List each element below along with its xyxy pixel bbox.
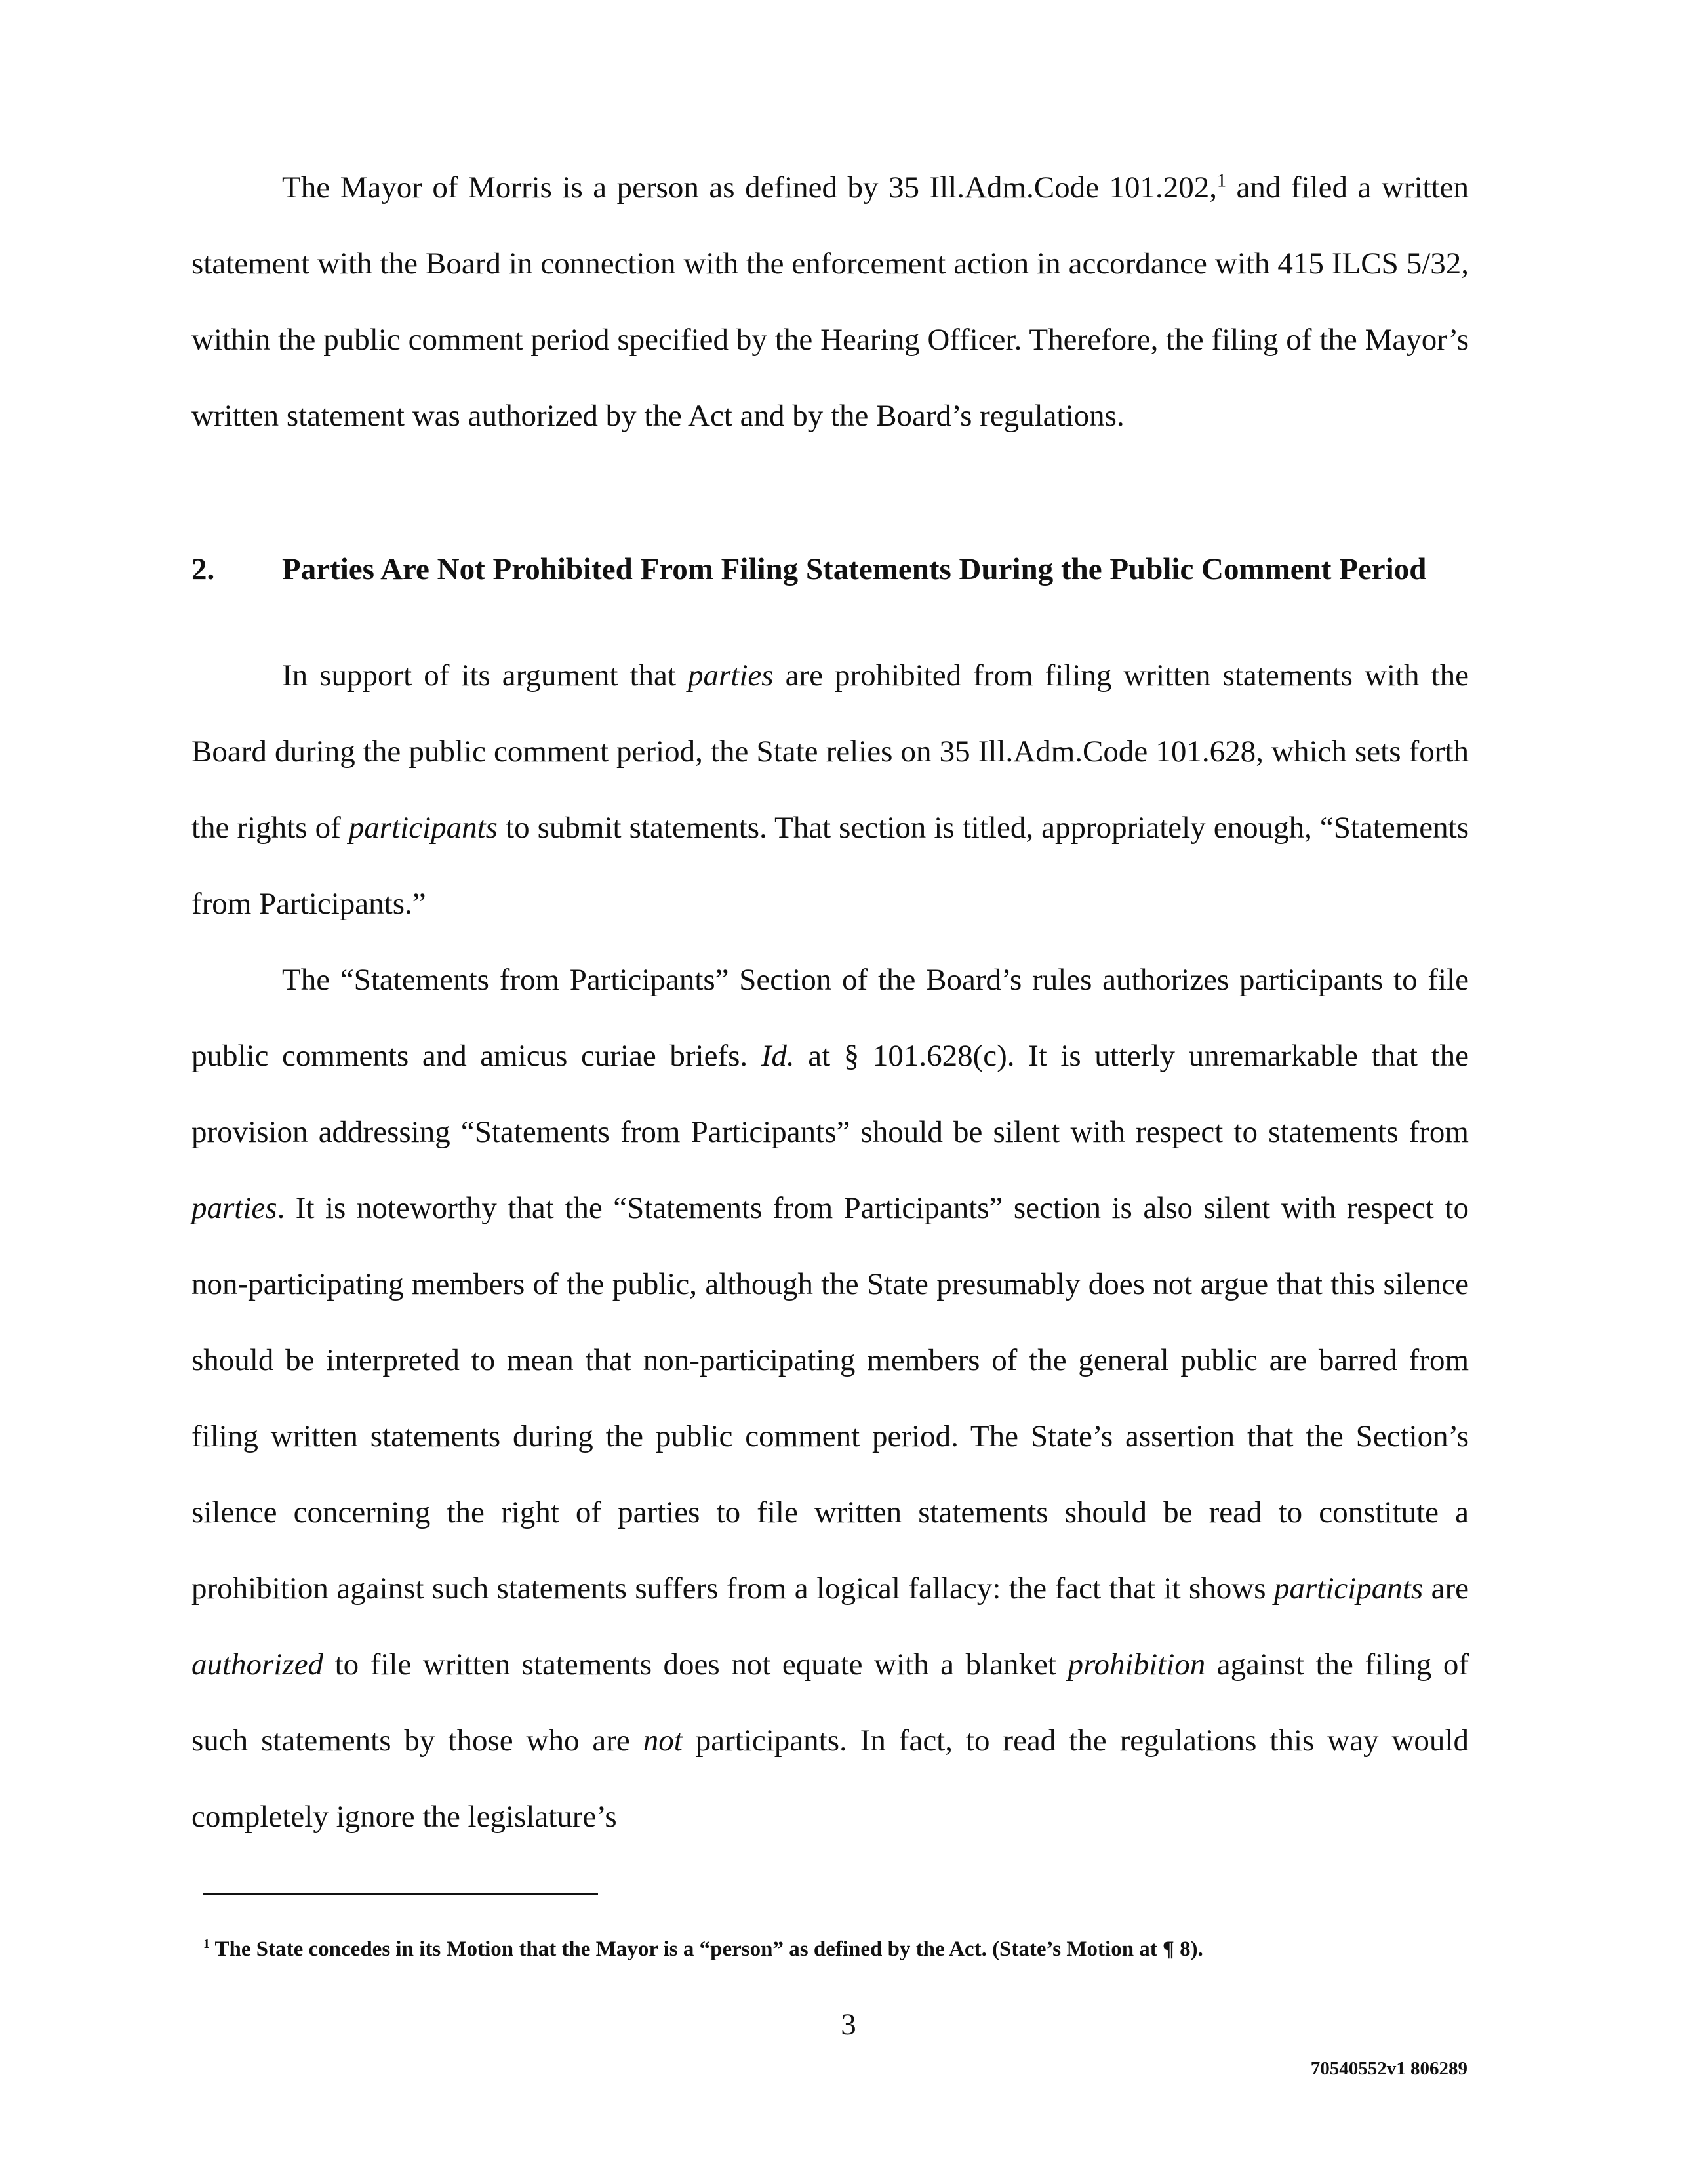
paragraph-text: participants. In fact, to read the regulations this way would completely ignore the legislature’s [191,1724,1469,1834]
paragraph-text: and filed a written statement with the Board in connection with the enforcement action in accordance with 415 ILCS 5/32, within the public comment period specified by the Hearing Officer. Therefore, the filing of the Mayor’s written statement was authorized by the Act and by the Board’s regulations. [191,171,1469,433]
emphasis: participants [348,811,498,845]
footnote-marker: 1 [203,1937,210,1951]
footnote-separator [203,1893,598,1895]
paragraph-text: are prohibited from filing written statements with the Board during the public comment period, the State relies on 35 Ill.Adm.Code 101.628, which sets forth the rights of [191,658,1469,845]
paragraph-text: The “Statements from Participants” Section of the Board’s rules authorizes participants to file public comments and amicus curiae briefs. [191,963,1469,1073]
section-title: Parties Are Not Prohibited From Filing Statements During the Public Comment Period [282,552,1427,586]
section-heading [191,550,1469,589]
document-id: 70540552v1 806289 [1310,2058,1467,2079]
footnote-text: The State concedes in its Motion that the Mayor is a “person” as defined by the Act. (State’s Motion at ¶ 8). [209,1937,1203,1961]
footnote [203,1935,1469,1964]
paragraph-text: In support of its argument that [282,658,688,693]
paragraph-text: against the filing of such statements by those who are [191,1648,1469,1758]
emphasis: participants [1273,1571,1424,1606]
emphasis: authorized [191,1648,324,1682]
paragraph-statements-section [191,942,1469,1855]
paragraph-text: . It is noteworthy that the “Statements from Participants” section is also silent with respect to non-participating members of the public, although the State presumably does not argue that this silence should be interpreted to mean that non-participating members of the general public are barred from filing written statements during the public comment period. The State’s assertion that the Section’s silence concerning the right of parties to file written statements should be read to constitute a prohibition against such statements suffers from a logical fallacy: the fact that it shows [191,1191,1469,1606]
section-number: 2. [191,552,215,586]
emphasis: parties [687,658,774,693]
paragraph-state-argument [191,637,1469,942]
footnote-reference: 1 [1216,171,1227,192]
emphasis: not [643,1724,683,1758]
paragraph-text: The Mayor of Morris is a person as defined by 35 Ill.Adm.Code 101.202, [282,171,1217,205]
paragraph-text: at § 101.628(c). It is utterly unremarkable that the provision addressing “Statements from Participants” should be silent with respect to statements from [191,1039,1469,1149]
paragraph-text: are [1423,1571,1469,1606]
paragraph-text: to submit statements. That section is titled, appropriately enough, “Statements from Participants.” [191,811,1469,921]
paragraph-mayor-person [191,150,1469,454]
emphasis: Id. [761,1039,795,1073]
paragraph-text: to file written statements does not equate with a blanket [323,1648,1068,1682]
page-number: 3 [841,2008,856,2042]
emphasis: prohibition [1068,1648,1206,1682]
emphasis: parties [191,1191,277,1225]
